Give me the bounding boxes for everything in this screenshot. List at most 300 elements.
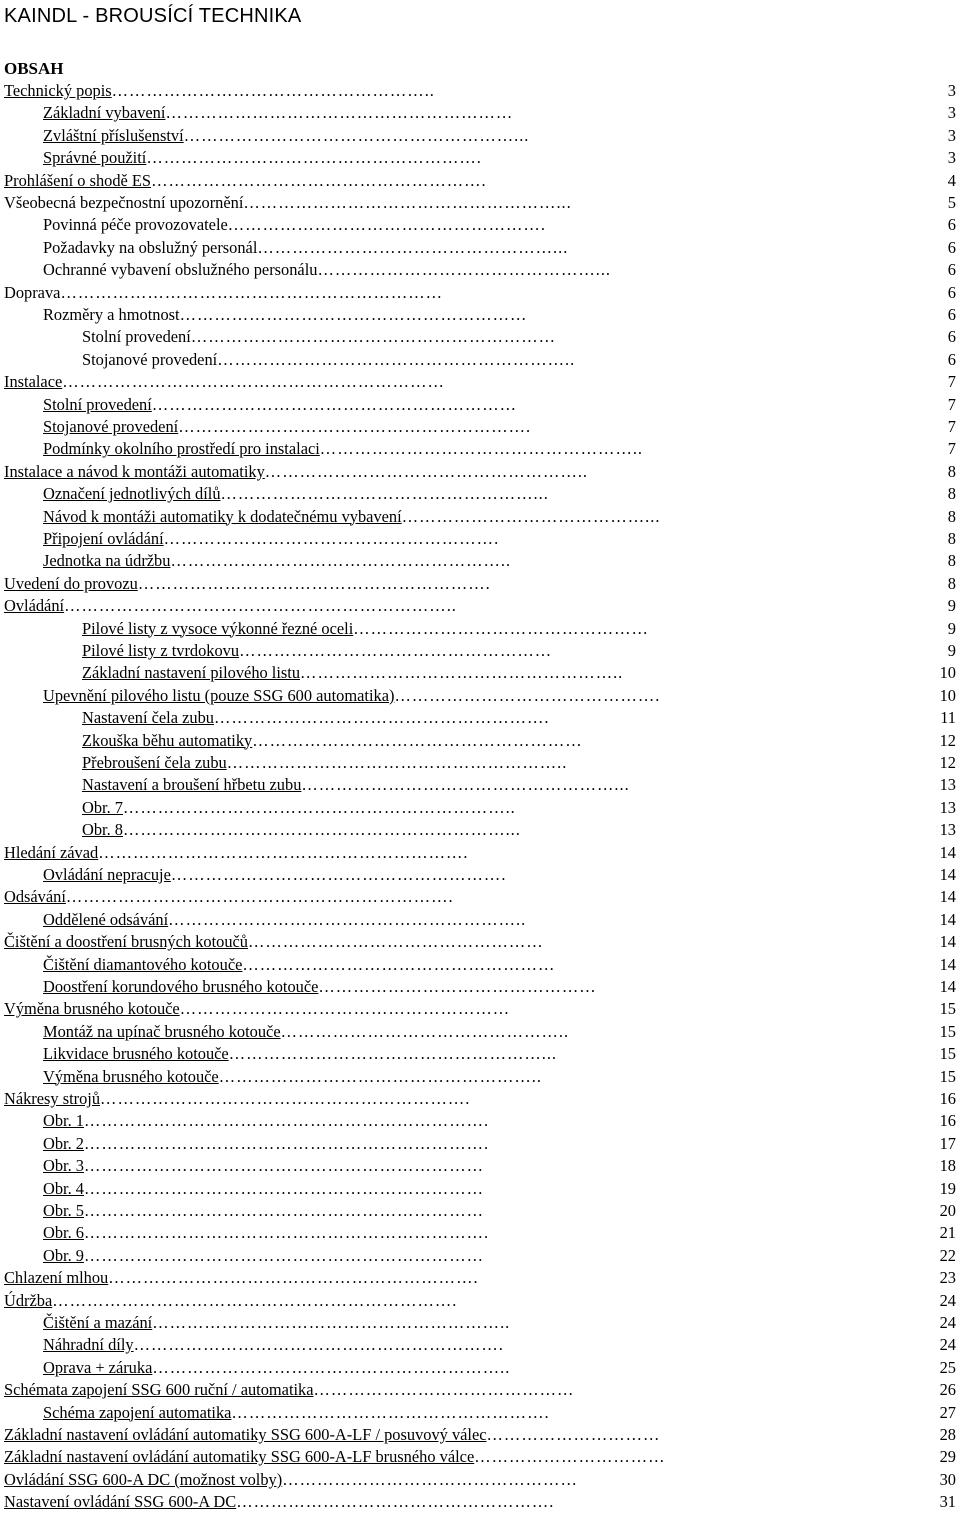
toc-page-number: 7: [947, 394, 956, 414]
toc-entry-label[interactable]: Obr. 7: [82, 797, 123, 817]
toc-entry[interactable]: [43, 483, 898, 505]
toc-leader-dots: …………………………………………………………….: [83, 1223, 490, 1243]
toc-page-number: 12: [939, 730, 956, 750]
toc-entry[interactable]: [43, 1334, 898, 1356]
toc-entry-label[interactable]: Obr. 5: [43, 1201, 84, 1220]
toc-entry-label[interactable]: Stolní provedení: [43, 394, 152, 414]
toc-leader-dots: …………………………………………………………….: [83, 1133, 490, 1153]
toc-entry-label[interactable]: Stolní provedení: [82, 327, 191, 347]
toc-leader-dots: ………………………………………………………….: [65, 887, 454, 907]
toc-row: [0, 819, 960, 841]
toc-entry[interactable]: [43, 304, 898, 326]
toc-page-number: 15: [939, 999, 956, 1019]
toc-row: [0, 864, 960, 886]
toc-entry-label[interactable]: Obr. 3: [43, 1156, 84, 1176]
toc-page-number: 25: [939, 1357, 956, 1377]
toc-entry[interactable]: [4, 842, 898, 864]
toc-entry[interactable]: [43, 1110, 898, 1132]
toc-leader-dots: …………………………………………...: [317, 260, 612, 280]
toc-row: [0, 954, 960, 976]
toc-row: [0, 662, 960, 684]
toc-page-number: 8: [947, 529, 956, 548]
toc-page-number: 20: [939, 1201, 956, 1220]
toc-leader-dots: …………………………………………………...: [183, 125, 530, 145]
toc-entry-label[interactable]: Hledání závad: [4, 842, 99, 862]
toc-entry-label[interactable]: Likvidace brusného kotouče: [43, 1044, 229, 1064]
toc-page-number: 8: [947, 506, 956, 526]
toc-entry[interactable]: [43, 394, 898, 416]
toc-row: [0, 1446, 960, 1468]
toc-leader-dots: ……………………………: [474, 1447, 666, 1467]
toc-entry-label[interactable]: Prohlášení o shodě ES: [4, 170, 152, 190]
toc-page-number: 8: [947, 551, 956, 571]
toc-entry-label[interactable]: Údržba: [4, 1290, 53, 1310]
toc-leader-dots: …………………………………………..: [280, 1021, 570, 1041]
toc-entry[interactable]: [4, 1088, 898, 1110]
toc-row: [0, 1066, 960, 1088]
toc-row: [0, 1043, 960, 1065]
toc-entry-label[interactable]: Obr. 9: [43, 1245, 84, 1265]
toc-entry-label[interactable]: Všeobecná bezpečnostní upozornění: [4, 193, 244, 212]
toc-row: [0, 1155, 960, 1177]
toc-row: [0, 1312, 960, 1334]
toc-entry[interactable]: [43, 1402, 898, 1424]
toc-page-number: 19: [939, 1178, 956, 1198]
toc-entry-label[interactable]: Zvláštní příslušenství: [43, 125, 184, 145]
toc-entry[interactable]: [43, 147, 898, 169]
toc-leader-dots: ………………………………………………..: [218, 1066, 542, 1086]
toc-row: [0, 707, 960, 729]
toc-row: [0, 909, 960, 931]
toc-entry[interactable]: [43, 550, 898, 572]
toc-entry[interactable]: [43, 1357, 898, 1379]
toc-entry-label[interactable]: Připojení ovládání: [43, 529, 164, 548]
toc-leader-dots: ………………………………………………..: [319, 439, 644, 459]
toc-entry-label[interactable]: Označení jednotlivých dílů: [43, 484, 221, 504]
toc-leader-dots: ……………………………………...: [401, 506, 661, 526]
toc-page-number: 5: [947, 193, 956, 212]
toc-entry[interactable]: [43, 416, 898, 438]
toc-entry-label[interactable]: Stojanové provedení: [43, 417, 179, 436]
toc-page-number: 8: [947, 461, 956, 481]
toc-row: [0, 1379, 960, 1401]
toc-entry[interactable]: [43, 1312, 898, 1334]
toc-row: [0, 573, 960, 595]
toc-entry-label[interactable]: Ochranné vybavení obslužného personálu: [43, 260, 318, 280]
toc-entry-label[interactable]: Nastavení a broušení hřbetu zubu: [82, 775, 302, 795]
toc-entry[interactable]: [4, 595, 898, 617]
toc-entry-label[interactable]: Schéma zapojení automatika: [43, 1402, 232, 1422]
toc-leader-dots: ……………………………………………………..: [152, 1313, 511, 1332]
toc-entry-label[interactable]: Náhradní díly: [43, 1335, 134, 1355]
toc-entry-label[interactable]: Jednotka na údržbu: [43, 551, 171, 571]
toc-entry[interactable]: [43, 259, 898, 281]
toc-leader-dots: ………………………………………………...: [243, 193, 572, 212]
toc-page-number: 3: [947, 81, 956, 100]
toc-page-number: 3: [947, 103, 956, 123]
toc-leader-dots: ………………………………………………...: [228, 1044, 558, 1064]
toc-row: [0, 1021, 960, 1043]
toc-page-number: 6: [947, 305, 956, 324]
toc-page-number: 24: [939, 1290, 956, 1310]
toc-leader-dots: ………………………………………………….: [151, 170, 487, 190]
toc-leader-dots: ……………………………………………………………: [83, 1156, 484, 1176]
toc-entry-label[interactable]: Upevnění pilového listu (pouze SSG 600 automatika): [43, 685, 395, 705]
toc-leader-dots: …………………………………………………………..: [64, 596, 457, 616]
toc-leader-dots: ………………………………………………..: [264, 461, 589, 481]
toc-entry-label[interactable]: Technický popis: [4, 81, 112, 100]
toc-entry[interactable]: [4, 1469, 898, 1491]
toc-leader-dots: ……………………………………………………….: [108, 1268, 479, 1288]
toc-entry[interactable]: [82, 349, 898, 371]
toc-entry-label[interactable]: Ovládání: [4, 596, 65, 616]
toc-leader-dots: …………………………………………………………: [62, 372, 445, 392]
toc-entry[interactable]: [82, 730, 898, 752]
toc-entry-label[interactable]: Návod k montáži automatiky k dodatečnému vybavení: [43, 506, 402, 526]
toc-page-number: 16: [939, 1111, 956, 1131]
toc-leader-dots: ……………………………………………………….: [133, 1335, 504, 1355]
toc-entry-label[interactable]: Oddělené odsávání: [43, 909, 169, 929]
toc-row: [0, 1222, 960, 1244]
toc-entry-label[interactable]: Ovládání nepracuje: [43, 865, 171, 884]
toc-leader-dots: ………………………………………………………: [151, 394, 518, 414]
toc-entry[interactable]: [4, 886, 898, 908]
toc-entry-label[interactable]: Čištění a mazání: [43, 1313, 153, 1332]
toc-leader-dots: ………………………………………………: [239, 641, 553, 660]
toc-entry[interactable]: [43, 685, 898, 707]
toc-entry[interactable]: [43, 528, 898, 550]
toc-entry[interactable]: [82, 662, 898, 684]
toc-page-number: 24: [939, 1313, 956, 1332]
toc-entry[interactable]: [43, 1043, 898, 1065]
toc-leader-dots: ……………………………………………………………: [83, 1201, 484, 1220]
toc-page-number: 3: [947, 125, 956, 145]
toc-entry[interactable]: [82, 774, 898, 796]
toc-row: [0, 147, 960, 169]
toc-row: [0, 931, 960, 953]
toc-leader-dots: ……………………………………………………..: [217, 349, 576, 369]
toc-entry[interactable]: [43, 1245, 898, 1267]
toc-leader-dots: ……………………………………………….: [227, 215, 546, 235]
toc-leader-dots: ……………………………………………………………: [83, 1245, 484, 1265]
toc-leader-dots: ………………………………………………: [242, 954, 556, 974]
toc-entry-label[interactable]: Pilové listy z tvrdokovu: [82, 641, 240, 660]
toc-row: [0, 461, 960, 483]
toc-row: [0, 102, 960, 124]
toc-page-number: 6: [947, 215, 956, 235]
toc-row: [0, 259, 960, 281]
toc-page-number: 13: [939, 775, 956, 795]
toc-entry[interactable]: [4, 998, 898, 1020]
toc-page-number: 6: [947, 282, 956, 302]
toc-page-number: 9: [947, 618, 956, 638]
toc-leader-dots: ………………………………………………..: [111, 81, 435, 100]
toc-page-number: 15: [939, 1044, 956, 1064]
toc-page-number: 15: [939, 1066, 956, 1086]
toc-row: [0, 976, 960, 998]
toc-page-number: 31: [939, 1492, 956, 1512]
toc-page-number: 21: [939, 1223, 956, 1243]
toc-page-number: 30: [939, 1469, 956, 1489]
toc-entry-label[interactable]: Oprava + záruka: [43, 1357, 153, 1377]
toc-page-number: 26: [939, 1380, 956, 1400]
toc-entry[interactable]: [82, 797, 898, 819]
toc-entry-label[interactable]: Základní nastavení pilového listu: [82, 663, 301, 683]
toc-row: [0, 214, 960, 236]
toc-leader-dots: ………………………………………………...: [301, 775, 630, 795]
toc-entry-label[interactable]: Instalace a návod k montáži automatiky: [4, 461, 265, 481]
toc-entry[interactable]: [43, 1178, 898, 1200]
toc-entry[interactable]: [43, 1021, 898, 1043]
toc-entry-label[interactable]: Přebroušení čela zubu: [82, 753, 227, 772]
toc-page-number: 14: [939, 842, 956, 862]
toc-entry[interactable]: [43, 909, 898, 931]
toc-row: [0, 1402, 960, 1424]
toc-row: [0, 886, 960, 908]
toc-page-number: 6: [947, 237, 956, 257]
toc-leader-dots: ……………………………………………………..: [168, 909, 527, 929]
toc-entry-label[interactable]: Montáž na upínač brusného kotouče: [43, 1021, 281, 1041]
toc-entry-label[interactable]: Obr. 8: [82, 820, 123, 840]
toc-page-number: 14: [939, 932, 956, 952]
toc-page-number: 13: [939, 797, 956, 817]
toc-entry-label[interactable]: Povinná péče provozovatele: [43, 215, 228, 235]
toc-row: [0, 1245, 960, 1267]
toc-entry-label[interactable]: Doostření korundového brusného kotouče: [43, 977, 319, 996]
toc-entry[interactable]: [82, 618, 898, 640]
toc-entry-label[interactable]: Správné použití: [43, 148, 147, 168]
toc-entry[interactable]: [82, 752, 898, 774]
toc-row: [0, 1200, 960, 1222]
toc-leader-dots: ………………………………………………….: [213, 708, 550, 728]
toc-entry[interactable]: [43, 237, 898, 259]
toc-page-number: 7: [947, 417, 956, 436]
toc-row: [0, 774, 960, 796]
toc-page-number: 7: [947, 439, 956, 459]
toc-leader-dots: ………………………………………: [313, 1380, 575, 1400]
toc-entry-label[interactable]: Čištění a doostření brusných kotoučů: [4, 932, 249, 952]
toc-leader-dots: ………………………………………………….: [163, 529, 500, 548]
toc-row: [0, 998, 960, 1020]
toc-page-number: 14: [939, 954, 956, 974]
toc-entry[interactable]: [43, 976, 898, 998]
toc-leader-dots: ……………………………………………………..: [152, 1357, 511, 1377]
toc-row: [0, 304, 960, 326]
toc-entry[interactable]: [43, 1066, 898, 1088]
toc-row: [0, 80, 960, 102]
toc-entry[interactable]: [4, 371, 898, 393]
toc-entry-label[interactable]: Stojanové provedení: [82, 349, 218, 369]
toc-entry-label[interactable]: Nastavení čela zubu: [82, 708, 214, 728]
toc-row: [0, 125, 960, 147]
toc-page-number: 6: [947, 349, 956, 369]
toc-page-number: 4: [947, 170, 956, 190]
toc-row: [0, 1178, 960, 1200]
toc-entry-label[interactable]: Obr. 6: [43, 1223, 84, 1243]
toc-page-number: 14: [939, 865, 956, 884]
toc-page-number: 3: [947, 148, 956, 168]
toc-leader-dots: …………………………………………………: [179, 999, 511, 1019]
toc-page-number: 14: [939, 909, 956, 929]
toc-row: [0, 1424, 960, 1446]
toc-entry[interactable]: [4, 1267, 898, 1289]
toc-entry[interactable]: [4, 461, 898, 483]
toc-entry[interactable]: [4, 1446, 898, 1468]
toc-entry[interactable]: [82, 326, 898, 348]
toc-entry-label[interactable]: Chlazení mlhou: [4, 1268, 109, 1288]
toc-entry-label[interactable]: Nákresy strojů: [4, 1089, 101, 1108]
toc-entry[interactable]: [4, 1491, 898, 1513]
toc-row: [0, 1491, 960, 1513]
toc-entry-label[interactable]: Odsávání: [4, 887, 66, 907]
toc-leader-dots: ……………………………………………: [282, 1469, 578, 1489]
toc-page-number: 28: [939, 1425, 956, 1444]
toc-row: [0, 282, 960, 304]
toc-entry-label[interactable]: Čištění diamantového kotouče: [43, 954, 243, 974]
toc-entry[interactable]: [4, 170, 898, 192]
toc-row: [0, 1469, 960, 1491]
toc-row: [0, 595, 960, 617]
toc-entry-label[interactable]: Uvedení do provozu: [4, 573, 138, 593]
toc-title: OBSAH: [4, 59, 64, 78]
toc-entry-label[interactable]: Obr. 4: [43, 1178, 84, 1198]
toc-entry[interactable]: [43, 125, 898, 147]
toc-row: [0, 1088, 960, 1110]
toc-entry-label[interactable]: Pilové listy z vysoce výkonné řezné oceli: [82, 618, 354, 638]
toc-row: [0, 752, 960, 774]
toc-row: [0, 371, 960, 393]
toc-entry[interactable]: [43, 506, 898, 528]
toc-leader-dots: ……………………………………….: [394, 685, 661, 705]
toc-entry-label[interactable]: Požadavky na obslužný personál: [43, 237, 258, 257]
toc-row: [0, 416, 960, 438]
toc-entry-label[interactable]: Schémata zapojení SSG 600 ruční / automatika: [4, 1380, 314, 1400]
toc-entry-label[interactable]: Obr. 1: [43, 1111, 84, 1131]
toc-row: [0, 394, 960, 416]
toc-entry[interactable]: [4, 931, 898, 953]
toc-page-number: 15: [939, 1021, 956, 1041]
toc-row: [0, 1110, 960, 1132]
toc-entry[interactable]: [82, 819, 898, 841]
toc-entry-label[interactable]: Základní vybavení: [43, 103, 166, 123]
toc-row: [0, 506, 960, 528]
toc-leader-dots: ………………………………………………….: [170, 865, 507, 884]
toc-entry-label[interactable]: Výměna brusného kotouče: [43, 1066, 219, 1086]
toc-page-number: 22: [939, 1245, 956, 1265]
toc-row: [0, 528, 960, 550]
toc-row: [0, 483, 960, 505]
toc-entry[interactable]: [43, 1200, 898, 1222]
toc-page-number: 14: [939, 887, 956, 907]
toc-entry-label[interactable]: Ovládání SSG 600-A DC (možnost volby): [4, 1469, 283, 1489]
toc-page-number: 13: [939, 820, 956, 840]
toc-entry[interactable]: [43, 214, 898, 236]
toc-page-number: 17: [939, 1133, 956, 1153]
toc-entry-label[interactable]: Výměna brusného kotouče: [4, 999, 180, 1019]
toc-leader-dots: …………………………………………………: [252, 730, 583, 750]
toc-page-number: 14: [939, 977, 956, 996]
toc-entry[interactable]: [43, 864, 898, 886]
toc-entry-label[interactable]: Instalace: [4, 372, 63, 392]
toc-leader-dots: …………………………………………………………: [60, 282, 444, 302]
toc-row: [0, 237, 960, 259]
toc-leader-dots: ………………………………………………..: [300, 663, 624, 683]
toc-entry-label[interactable]: Doprava: [4, 282, 61, 302]
toc-entry-label[interactable]: Rozměry a hmotnost: [43, 305, 180, 324]
toc-entry[interactable]: [43, 438, 898, 460]
toc-entry[interactable]: [4, 80, 898, 102]
toc-leader-dots: ……………………………………………………………: [83, 1178, 484, 1198]
toc-row: [0, 1133, 960, 1155]
toc-entry[interactable]: [43, 954, 898, 976]
toc-row: [0, 550, 960, 572]
toc-entry-label[interactable]: Základní nastavení ovládání automatiky SSG 600-A-LF / posuvový válec: [4, 1425, 487, 1444]
toc-entry[interactable]: [82, 707, 898, 729]
toc-leader-dots: ………………………………………………………: [190, 327, 557, 347]
toc-page-number: 9: [947, 596, 956, 616]
toc-row: [0, 349, 960, 371]
toc-page-number: 10: [939, 685, 956, 705]
toc-row: [0, 618, 960, 640]
toc-leader-dots: ……………………………………………………: [165, 103, 514, 123]
toc-entry-label[interactable]: Nastavení ovládání SSG 600-A DC: [4, 1492, 237, 1512]
toc-entry-label[interactable]: Zkouška běhu automatiky: [82, 730, 253, 750]
toc-entry-label[interactable]: Podmínky okolního prostředí pro instalaci: [43, 439, 320, 459]
toc-entry[interactable]: [82, 640, 898, 662]
toc-entry[interactable]: [43, 102, 898, 124]
toc-leader-dots: ………………………………………………...: [220, 484, 549, 504]
toc-entry[interactable]: [4, 1290, 898, 1312]
toc-leader-dots: ………………………………………………….: [146, 148, 482, 168]
toc-leader-dots: …………………………………………………………….: [83, 1111, 490, 1131]
toc-entry[interactable]: [4, 282, 898, 304]
toc-page-number: 7: [947, 372, 956, 392]
toc-row: [0, 685, 960, 707]
toc-page-number: 11: [940, 708, 956, 728]
toc-page-number: 8: [947, 484, 956, 504]
toc-leader-dots: ……………………………………………………….: [100, 1089, 471, 1108]
toc-row: [0, 1334, 960, 1356]
toc-row: [0, 192, 960, 214]
toc-row: [0, 170, 960, 192]
toc-row: [0, 640, 960, 662]
toc-page-number: 16: [939, 1089, 956, 1108]
toc-page-number: 23: [939, 1268, 956, 1288]
toc-leader-dots: ……………………………………………...: [257, 237, 569, 257]
toc-entry-label[interactable]: Obr. 2: [43, 1133, 84, 1153]
toc-leader-dots: …………………………………………………………...: [122, 820, 521, 840]
toc-entry[interactable]: [43, 1222, 898, 1244]
toc-page-number: 12: [939, 753, 956, 772]
toc-leader-dots: ……………………………………………: [248, 932, 544, 952]
toc-leader-dots: …………………………………………………..: [170, 551, 512, 571]
toc-leader-dots: ……………………………………………………….: [98, 842, 469, 862]
toc-entry[interactable]: [43, 1155, 898, 1177]
toc-page-number: 24: [939, 1335, 956, 1355]
toc-entry[interactable]: [4, 1379, 898, 1401]
toc-entry[interactable]: [4, 573, 898, 595]
toc-page-number: 10: [939, 663, 956, 683]
toc-leader-dots: ……………………………………………: [353, 618, 649, 638]
toc-leader-dots: ……………………………………………….: [236, 1492, 555, 1512]
toc-entry-label[interactable]: Základní nastavení ovládání automatiky SSG 600-A-LF brusného válce: [4, 1447, 475, 1467]
document-header: KAINDL - BROUSÍCÍ TECHNIKA: [4, 5, 302, 27]
toc-entry[interactable]: [43, 1133, 898, 1155]
toc-entry[interactable]: [4, 1424, 898, 1446]
toc-leader-dots: …………………………: [486, 1425, 661, 1444]
toc-leader-dots: …………………………………………: [318, 977, 597, 996]
toc-entry[interactable]: [4, 192, 898, 214]
